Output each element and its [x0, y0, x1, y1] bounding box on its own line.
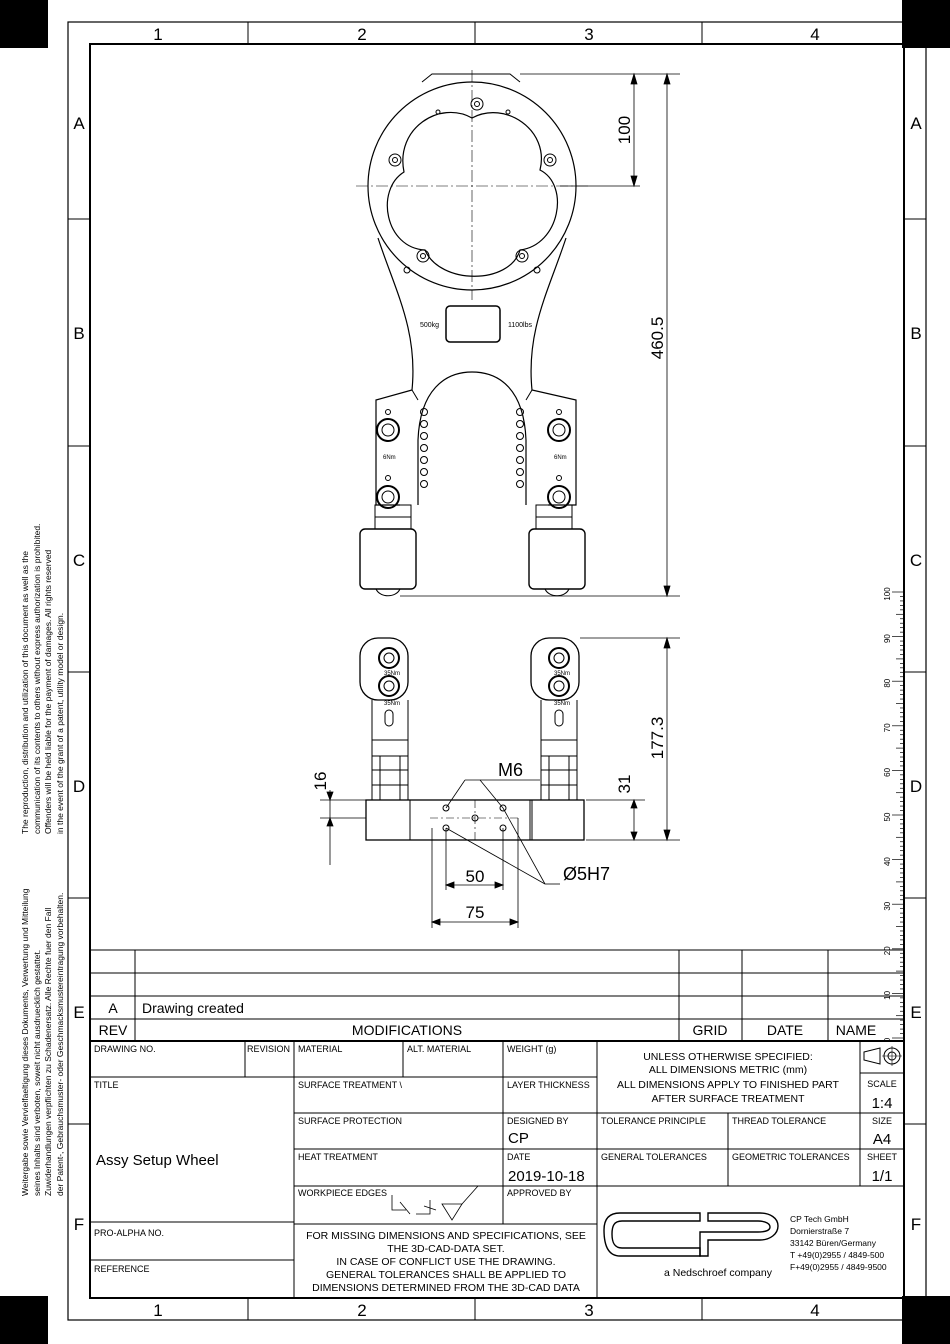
dimension-460-5: 460.5 — [648, 316, 667, 360]
company-line: 33142 Büren/Germany — [790, 1238, 876, 1248]
row-label: C — [72, 551, 86, 570]
col-label: 1 — [153, 25, 163, 44]
rev-header: REV — [98, 1022, 128, 1038]
col-label: 2 — [357, 1301, 367, 1320]
ruler-label: 50 — [883, 812, 892, 822]
heat-treatment-label: HEAT TREATMENT — [298, 1152, 378, 1162]
company-line: Dornierstraße 7 — [790, 1226, 850, 1236]
dimension-75: 75 — [465, 903, 485, 922]
spec-line: UNLESS OTHERWISE SPECIFIED: — [643, 1051, 813, 1063]
general-tolerances-label: GENERAL TOLERANCES — [601, 1152, 707, 1162]
col-label: 3 — [584, 1301, 594, 1320]
layer-thickness-label: LAYER THICKNESS — [507, 1080, 590, 1090]
dimension-177-3: 177.3 — [648, 716, 667, 760]
col-label: 2 — [357, 25, 367, 44]
thread-label: M6 — [498, 760, 524, 780]
torque-label: 35Nm — [384, 671, 401, 677]
row-label: C — [909, 551, 923, 570]
legal-en-line: in the event of the grant of a patent, utility model or design. — [54, 612, 65, 834]
col-label: 4 — [810, 25, 820, 44]
drawing-no-label: DRAWING NO. — [94, 1044, 156, 1054]
reference-label: REFERENCE — [94, 1264, 150, 1274]
ruler-label: 70 — [883, 723, 892, 733]
row-label: D — [72, 777, 86, 796]
legal-en-line: communication of its contents to others without express authorization is prohibited. — [31, 523, 42, 834]
scale-value: 1:4 — [871, 1095, 893, 1112]
revision-modification: Drawing created — [142, 1000, 244, 1016]
dimension-50: 50 — [465, 867, 485, 886]
top-view — [356, 70, 590, 596]
row-label: A — [73, 114, 85, 133]
legal-de-line: der Patent-, Gebrauchsmuster- oder Geschmacksmustereintragung vorbehalten. — [54, 892, 65, 1196]
row-label: E — [910, 1003, 922, 1022]
ruler-label: 0 — [883, 1037, 892, 1043]
ruler-label: 80 — [883, 678, 892, 688]
sheet-value: 1/1 — [871, 1168, 893, 1185]
ruler-label: 90 — [883, 634, 892, 644]
row-label: B — [910, 324, 922, 343]
workpiece-edges-label: WORKPIECE EDGES — [298, 1188, 388, 1198]
note-line: FOR MISSING DIMENSIONS AND SPECIFICATIONS, SEE — [306, 1230, 586, 1242]
col-label: 4 — [810, 1301, 820, 1320]
thread-tolerance-label: THREAD TOLERANCE — [732, 1116, 827, 1126]
torque-label: 35Nm — [384, 701, 401, 707]
torque-label: 6Nm — [383, 455, 396, 461]
dimension-16: 16 — [311, 771, 330, 791]
row-label: A — [910, 114, 922, 133]
note-line: DIMENSIONS DETERMINED FROM THE 3D-CAD DATA — [312, 1282, 580, 1294]
surface-treatment-label: SURFACE TREATMENT \ — [298, 1080, 403, 1090]
weight-label: WEIGHT (g) — [507, 1044, 557, 1054]
sheet-label: SHEET — [866, 1152, 898, 1162]
load-label-kg: 500kg — [420, 322, 440, 329]
ruler-label: 10 — [883, 990, 892, 1000]
spec-line: AFTER SURFACE TREATMENT — [651, 1093, 805, 1105]
geometric-tolerances-label: GEOMETRIC TOLERANCES — [732, 1152, 850, 1162]
tolerance-principle-label: TOLERANCE PRINCIPLE — [601, 1116, 706, 1126]
col-label: 3 — [584, 25, 594, 44]
ruler-label: 20 — [883, 946, 892, 956]
note-line: THE 3D-CAD-DATA SET. — [387, 1243, 505, 1255]
name-header: NAME — [835, 1022, 877, 1038]
row-label: B — [73, 324, 85, 343]
row-label: E — [73, 1003, 85, 1022]
workpiece-edge-symbols — [392, 1186, 478, 1220]
row-label: D — [909, 777, 923, 796]
company-line: T +49(0)2955 / 4849-500 — [790, 1250, 885, 1260]
ruler-label: 100 — [883, 587, 892, 601]
load-label-lbs: 1100lbs — [508, 322, 533, 329]
spec-line: ALL DIMENSIONS APPLY TO FINISHED PART — [617, 1079, 839, 1091]
surface-protection-label: SURFACE PROTECTION — [298, 1116, 403, 1126]
designed-by-label: DESIGNED BY — [507, 1116, 569, 1126]
dimension-lines-top — [400, 74, 680, 596]
company-line: CP Tech GmbH — [790, 1214, 849, 1224]
note-line: GENERAL TOLERANCES SHALL BE APPLIED TO — [325, 1269, 567, 1281]
legal-en-line: Offenders will be held liable for the payment of damages. All rights reserved — [43, 549, 53, 834]
inner-frame — [90, 44, 904, 1298]
revision-value: A — [108, 1000, 118, 1016]
company-line: F+49(0)2955 / 4849-9500 — [790, 1262, 887, 1272]
spec-line: ALL DIMENSIONS METRIC (mm) — [648, 1064, 808, 1076]
hole-label: Ø5H7 — [563, 864, 611, 884]
legal-de-line: seines Inhalts sind verboten, soweit nicht ausdruecklich gestattet. — [31, 949, 42, 1196]
drawing-title: Assy Setup Wheel — [96, 1152, 219, 1169]
col-label: 1 — [153, 1301, 163, 1320]
torque-label: 35Nm — [554, 701, 571, 707]
title-label: TITLE — [94, 1080, 119, 1090]
dimension-31: 31 — [615, 774, 634, 794]
material-label: MATERIAL — [298, 1044, 343, 1054]
grid-header: GRID — [692, 1022, 728, 1038]
torque-label: 6Nm — [554, 455, 567, 461]
company-logo — [604, 1213, 778, 1256]
dimension-100: 100 — [615, 115, 634, 145]
ruler-label: 60 — [883, 767, 892, 777]
row-label: F — [910, 1215, 922, 1234]
company-subtitle: a Nedschroef company — [664, 1267, 772, 1279]
date-header: DATE — [766, 1022, 804, 1038]
modifications-header: MODIFICATIONS — [351, 1022, 463, 1038]
revision-label: REVISION — [247, 1044, 291, 1054]
ruler-label: 40 — [883, 857, 892, 867]
note-line: IN CASE OF CONFLICT USE THE DRAWING. — [336, 1256, 556, 1268]
date-value: 2019-10-18 — [508, 1168, 585, 1185]
legal-de-line: Weitergabe sowie Vervielfaeltigung dieses Dokuments, Verwertung und Mitteilung — [20, 888, 30, 1196]
legal-en-line: The reproduction, distribution and utilization of this document as well as the — [20, 550, 30, 834]
front-view — [360, 638, 584, 840]
scale-label: SCALE — [867, 1079, 897, 1089]
projection-symbol-icon — [864, 1046, 902, 1066]
approved-by-label: APPROVED BY — [507, 1188, 572, 1198]
alt-material-label: ALT. MATERIAL — [407, 1044, 472, 1054]
legal-de-line: Zuwiderhandlungen verpflichten zu Schadenersatz. Alle Rechte fuer den Fall — [43, 907, 53, 1196]
date-label: DATE — [507, 1152, 531, 1162]
ruler-label: 30 — [883, 901, 892, 911]
row-label: F — [73, 1215, 85, 1234]
torque-label: 35Nm — [554, 671, 571, 677]
size-label: SIZE — [871, 1116, 893, 1126]
designed-by-value: CP — [508, 1130, 529, 1147]
size-value: A4 — [872, 1131, 892, 1148]
pro-alpha-label: PRO-ALPHA NO. — [94, 1228, 165, 1238]
scale-ruler — [883, 587, 904, 1042]
